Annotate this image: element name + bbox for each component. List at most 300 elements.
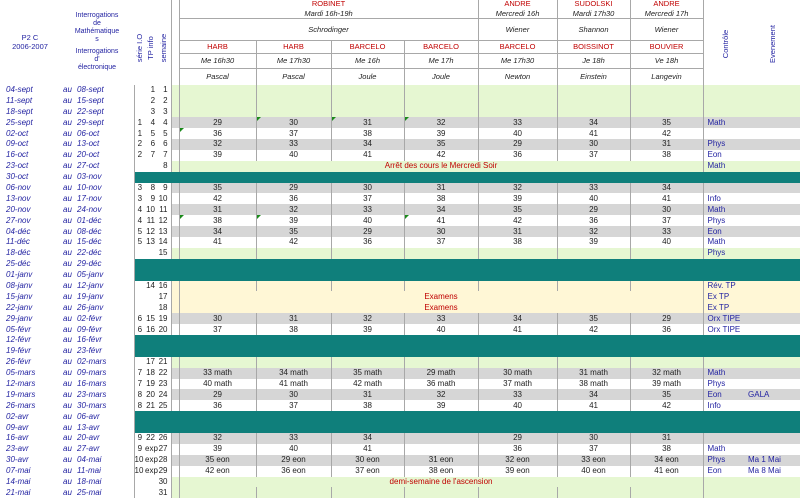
colle-cell: 37 bbox=[630, 215, 703, 226]
au-label: au bbox=[60, 411, 75, 422]
colle-cell: 40 bbox=[478, 400, 557, 411]
au-label: au bbox=[63, 161, 72, 171]
spacer bbox=[171, 117, 179, 128]
week-start-date: 18-sept bbox=[6, 106, 33, 116]
tp-info bbox=[145, 477, 158, 488]
week-start-date: 18-déc bbox=[6, 248, 31, 258]
group-andre-2-sub: Wiener bbox=[630, 19, 703, 41]
colle-cell bbox=[478, 85, 557, 96]
week-end-date: 20-oct bbox=[75, 150, 134, 161]
controle-cell: Rév. TP bbox=[703, 281, 745, 292]
table-row bbox=[0, 106, 800, 117]
au-label: au bbox=[63, 302, 72, 312]
teacher-room: Langevin bbox=[651, 72, 682, 81]
colle-cell: 42 eon bbox=[179, 466, 256, 477]
au-label: au bbox=[63, 193, 72, 203]
colle-cell bbox=[557, 106, 630, 117]
controle-cell: Info bbox=[703, 400, 745, 411]
colle-cell: 29 math bbox=[404, 368, 478, 379]
table-row bbox=[0, 291, 800, 302]
serie-io bbox=[134, 291, 145, 302]
controle-cell bbox=[703, 85, 745, 96]
table-row bbox=[0, 95, 800, 106]
colle-cell: 29 eon bbox=[256, 455, 331, 466]
colle-cell: 34 bbox=[630, 183, 703, 194]
colle-cell: 38 bbox=[630, 444, 703, 455]
colle-cell bbox=[630, 95, 703, 106]
tp-info bbox=[145, 302, 158, 313]
evenement-cell bbox=[745, 183, 800, 194]
serie-io bbox=[134, 95, 145, 106]
colle-cell: 34 bbox=[404, 204, 478, 215]
week-start-date: 09-oct bbox=[6, 139, 29, 149]
colle-cell: 39 bbox=[478, 193, 557, 204]
colle-cell bbox=[256, 281, 331, 292]
week-end-date: 08-sept bbox=[75, 85, 134, 96]
teacher-time: Me 17h bbox=[405, 54, 478, 69]
colle-cell: 38 bbox=[256, 324, 331, 335]
controle-cell: Phys bbox=[703, 248, 745, 259]
spacer bbox=[171, 150, 179, 161]
tp-info bbox=[145, 487, 158, 498]
week-start-date: 21-mai bbox=[6, 487, 31, 497]
colle-cell: 37 eon bbox=[331, 466, 404, 477]
week-start-date: 25-sept bbox=[6, 117, 33, 127]
teacher-time: Ve 18h bbox=[631, 54, 703, 69]
week-start-date: 02-oct bbox=[6, 128, 29, 138]
week-start-date: 07-mai bbox=[6, 466, 31, 476]
colle-cell: 41 bbox=[331, 444, 404, 455]
colle-cell bbox=[256, 357, 331, 368]
interrogations-header: Interrogations de Mathématique s Interrogations d' électronique bbox=[74, 12, 120, 72]
serie-io: 4 bbox=[137, 204, 143, 214]
colle-cell: 42 bbox=[630, 400, 703, 411]
au-label: au bbox=[63, 313, 72, 323]
spacer bbox=[171, 291, 179, 302]
teacher-4 bbox=[478, 41, 557, 85]
group-robinet: ROBINET Mardi 16h-19h bbox=[179, 0, 478, 19]
week-number: 15 bbox=[158, 248, 171, 259]
table-row bbox=[0, 117, 800, 128]
week-start-date: 19-mars bbox=[6, 389, 36, 399]
colle-cell: 34 bbox=[331, 139, 404, 150]
au-label: au bbox=[63, 280, 72, 290]
controle-cell: Math bbox=[703, 161, 745, 172]
week-end-date: 23-mars bbox=[75, 389, 134, 400]
colle-cell: 30 bbox=[630, 204, 703, 215]
tp-info: exp bbox=[145, 466, 158, 476]
week-number: 26 bbox=[158, 433, 171, 444]
tp-info-header: TP info bbox=[146, 36, 156, 60]
colle-cell: 35 bbox=[557, 313, 630, 324]
banner-text: Examens bbox=[179, 302, 703, 313]
week-end-date: 13-oct bbox=[75, 139, 134, 150]
table-row bbox=[0, 368, 800, 379]
spacer bbox=[171, 95, 179, 106]
colle-cell: 38 bbox=[404, 193, 478, 204]
evenement-cell bbox=[745, 226, 800, 237]
week-end-date: 27-avr bbox=[75, 444, 134, 455]
au-label: au bbox=[63, 477, 72, 486]
colle-cell: 35 math bbox=[331, 368, 404, 379]
colle-cell: 38 bbox=[331, 128, 404, 139]
colle-cell bbox=[179, 357, 256, 368]
controle-cell bbox=[703, 128, 745, 139]
colle-cell: 31 bbox=[478, 226, 557, 237]
table-row bbox=[0, 248, 800, 259]
colle-cell: 30 bbox=[331, 183, 404, 194]
au-label: au bbox=[63, 444, 72, 454]
week-end-date: 17-nov bbox=[75, 193, 134, 204]
colle-cell: 41 bbox=[478, 324, 557, 335]
week-end-date: 24-nov bbox=[75, 204, 134, 215]
teacher-0 bbox=[179, 41, 256, 85]
teacher-time: Me 17h30 bbox=[257, 54, 331, 69]
colle-cell bbox=[331, 487, 404, 498]
tp-info: 22 bbox=[146, 433, 156, 443]
table-row bbox=[0, 466, 800, 477]
week-end-date: 30-mars bbox=[75, 400, 134, 411]
colle-cell: 29 bbox=[331, 226, 404, 237]
controle-cell bbox=[703, 183, 745, 194]
spacer bbox=[171, 183, 179, 194]
colle-cell: 32 bbox=[557, 226, 630, 237]
table-row bbox=[0, 487, 800, 498]
week-end-date: 26-janv bbox=[75, 302, 134, 313]
colle-cell bbox=[557, 85, 630, 96]
week-number: 18 bbox=[158, 302, 171, 313]
colle-cell bbox=[630, 487, 703, 498]
spacer bbox=[171, 248, 179, 259]
colle-cell: 34 bbox=[478, 313, 557, 324]
week-end-date: 12-janv bbox=[75, 281, 134, 292]
tp-info: 2 bbox=[150, 95, 156, 105]
colle-cell: 40 bbox=[256, 444, 331, 455]
colle-cell: 31 bbox=[331, 117, 404, 128]
colle-cell: 42 bbox=[179, 193, 256, 204]
week-end-date: 05-janv bbox=[75, 270, 134, 281]
tp-info: 5 bbox=[150, 128, 156, 138]
colle-cell: 31 bbox=[179, 204, 256, 215]
evenement-cell bbox=[745, 193, 800, 204]
colle-cell bbox=[179, 281, 256, 292]
week-end-date: 25-mai bbox=[75, 487, 134, 498]
table-row bbox=[0, 444, 800, 455]
spacer bbox=[171, 400, 179, 411]
week-end-date: 19-janv bbox=[75, 291, 134, 302]
controle-cell: Ex TP bbox=[703, 302, 745, 313]
week-number: 27 bbox=[158, 444, 171, 455]
evenement-cell bbox=[745, 150, 800, 161]
colle-cell: 39 bbox=[179, 444, 256, 455]
tp-info: exp bbox=[145, 455, 158, 465]
colle-cell: 38 eon bbox=[404, 466, 478, 477]
controle-cell: Math bbox=[703, 117, 745, 128]
colle-cell: 30 bbox=[557, 433, 630, 444]
au-label: au bbox=[63, 84, 72, 94]
au-label: au bbox=[63, 237, 72, 247]
teacher-6 bbox=[630, 41, 703, 85]
au-label: au bbox=[60, 335, 75, 346]
colle-cell: 34 bbox=[557, 389, 630, 400]
week-end-date: 13-avr bbox=[75, 422, 134, 433]
colle-cell: 30 bbox=[256, 117, 331, 128]
au-label: au bbox=[63, 357, 72, 367]
tp-info: 17 bbox=[146, 357, 156, 367]
week-start-date: 06-nov bbox=[6, 182, 31, 192]
spacer bbox=[171, 226, 179, 237]
serie-io: 1 bbox=[137, 117, 143, 127]
colle-cell: 30 bbox=[256, 389, 331, 400]
week-start-date: 05-mars bbox=[6, 368, 36, 378]
colle-cell: 29 bbox=[478, 433, 557, 444]
evenement-cell bbox=[745, 368, 800, 379]
week-number: 10 bbox=[158, 193, 171, 204]
week-end-date: 09-mars bbox=[75, 368, 134, 379]
au-label: au bbox=[63, 204, 72, 214]
evenement-cell: Ma 8 Mai bbox=[745, 466, 800, 477]
colle-cell: 39 eon bbox=[478, 466, 557, 477]
colle-cell: 36 math bbox=[404, 379, 478, 390]
colle-cell: 39 bbox=[256, 215, 331, 226]
serie-io: 9 bbox=[137, 433, 143, 443]
colle-cell: 34 bbox=[331, 433, 404, 444]
colle-cell bbox=[331, 248, 404, 259]
week-start-date: 30-oct bbox=[0, 172, 60, 183]
spacer bbox=[171, 106, 179, 117]
evenement-cell bbox=[745, 379, 800, 390]
colle-cell: 33 bbox=[478, 389, 557, 400]
serie-io: 2 bbox=[137, 139, 143, 149]
colle-cell: 37 math bbox=[478, 379, 557, 390]
evenement-cell bbox=[745, 161, 800, 172]
au-label: au bbox=[63, 324, 72, 334]
colle-cell bbox=[404, 85, 478, 96]
serie-io: 7 bbox=[137, 378, 143, 388]
controle-cell: Phys bbox=[703, 215, 745, 226]
serie-io bbox=[134, 487, 145, 498]
week-start-date: 25-déc bbox=[0, 259, 60, 270]
class-name: P2 C bbox=[21, 33, 39, 43]
colle-cell: 40 bbox=[404, 324, 478, 335]
table-row bbox=[0, 161, 800, 172]
banner-text: demi-semaine de l'ascension bbox=[179, 477, 703, 488]
colle-cell bbox=[179, 85, 256, 96]
colle-cell: 37 bbox=[557, 150, 630, 161]
week-end-date: 01-déc bbox=[75, 215, 134, 226]
colle-cell: 35 bbox=[404, 139, 478, 150]
colle-cell: 41 eon bbox=[630, 466, 703, 477]
tp-info: exp bbox=[145, 444, 158, 454]
serie-io: 6 bbox=[137, 313, 143, 323]
au-label: au bbox=[63, 487, 72, 497]
colle-cell: 37 bbox=[331, 193, 404, 204]
controle-cell: Orx TIPE bbox=[703, 313, 745, 324]
teacher-room: Pascal bbox=[282, 72, 305, 81]
week-start-date: 26-févr bbox=[6, 357, 31, 367]
table-row bbox=[0, 357, 800, 368]
colle-cell: 41 math bbox=[256, 379, 331, 390]
colle-cell: 37 bbox=[179, 324, 256, 335]
colle-cell: 41 bbox=[331, 150, 404, 161]
group-sudolski: SUDOLSKI Mardi 17h30 bbox=[557, 0, 630, 19]
week-number: 5 bbox=[158, 128, 171, 139]
week-end-date: 27-oct bbox=[75, 161, 134, 172]
evenement-cell bbox=[745, 248, 800, 259]
week-start-date: 01-janv bbox=[0, 270, 60, 281]
au-label: au bbox=[63, 291, 72, 301]
colle-cell bbox=[478, 248, 557, 259]
table-row bbox=[0, 172, 800, 183]
controle-cell: Ex TP bbox=[703, 291, 745, 302]
au-label: au bbox=[63, 400, 72, 410]
table-row bbox=[0, 270, 800, 281]
week-end-date: 11-mai bbox=[75, 466, 134, 477]
teacher-2 bbox=[331, 41, 404, 85]
au-label: au bbox=[60, 259, 75, 270]
serie-io bbox=[134, 248, 145, 259]
spacer bbox=[171, 487, 179, 498]
week-number: 4 bbox=[158, 117, 171, 128]
week-number: 6 bbox=[158, 139, 171, 150]
controle-cell bbox=[703, 106, 745, 117]
evenement-cell bbox=[745, 313, 800, 324]
week-end-date: 03-nov bbox=[75, 172, 134, 183]
week-number: 3 bbox=[158, 106, 171, 117]
evenement-cell bbox=[745, 128, 800, 139]
teacher-1 bbox=[256, 41, 331, 85]
table-row bbox=[0, 455, 800, 466]
colle-cell bbox=[557, 248, 630, 259]
group-andre-1: ANDRE Mercredi 16h bbox=[478, 0, 557, 19]
au-label: au bbox=[63, 455, 72, 465]
week-start-date: 20-nov bbox=[6, 204, 31, 214]
tp-info: 1 bbox=[150, 84, 156, 94]
table-row bbox=[0, 281, 800, 292]
colle-cell: 37 bbox=[557, 444, 630, 455]
spacer bbox=[171, 237, 179, 248]
evenement-cell bbox=[745, 215, 800, 226]
serie-io: 3 bbox=[137, 193, 143, 203]
colle-cell: 40 eon bbox=[557, 466, 630, 477]
teacher-name: BOISSINOT bbox=[558, 41, 630, 54]
evenement-cell bbox=[745, 117, 800, 128]
controle-cell bbox=[703, 487, 745, 498]
teacher-name: BOUVIER bbox=[631, 41, 703, 54]
week-number: 9 bbox=[158, 183, 171, 194]
teacher-name: HARB bbox=[257, 41, 331, 54]
colle-cell bbox=[630, 357, 703, 368]
colle-cell: 35 bbox=[630, 389, 703, 400]
colle-cell: 36 bbox=[331, 237, 404, 248]
serie-io: 1 bbox=[137, 128, 143, 138]
week-number: 29 bbox=[158, 466, 171, 477]
controle-cell: Info bbox=[703, 193, 745, 204]
spacer bbox=[171, 368, 179, 379]
week-end-date: 02-mars bbox=[75, 357, 134, 368]
week-end-date: 09-févr bbox=[75, 324, 134, 335]
colle-cell bbox=[478, 487, 557, 498]
week-start-date: 08-janv bbox=[6, 280, 33, 290]
colle-cell bbox=[331, 281, 404, 292]
serie-io: 5 bbox=[137, 237, 143, 247]
table-row bbox=[0, 226, 800, 237]
table-row bbox=[0, 324, 800, 335]
holiday-band bbox=[134, 346, 800, 357]
spacer bbox=[171, 477, 179, 488]
colle-cell: 31 math bbox=[557, 368, 630, 379]
spacer bbox=[171, 357, 179, 368]
teacher-time: Me 17h30 bbox=[479, 54, 557, 69]
week-end-date: 08-déc bbox=[75, 226, 134, 237]
colle-cell bbox=[478, 357, 557, 368]
colle-cell: 36 bbox=[179, 400, 256, 411]
controle-cell: Eon bbox=[703, 466, 745, 477]
colle-cell: 37 bbox=[256, 400, 331, 411]
colle-cell: 29 bbox=[256, 183, 331, 194]
tp-info: 6 bbox=[150, 139, 156, 149]
colle-cell: 40 bbox=[256, 150, 331, 161]
colle-cell: 30 eon bbox=[331, 455, 404, 466]
au-label: au bbox=[63, 139, 72, 149]
spacer bbox=[171, 193, 179, 204]
serie-io bbox=[134, 281, 145, 292]
colle-cell: 29 bbox=[478, 139, 557, 150]
colle-cell bbox=[404, 357, 478, 368]
colle-cell bbox=[404, 281, 478, 292]
week-number: 22 bbox=[158, 368, 171, 379]
holiday-band bbox=[134, 335, 800, 346]
evenement-cell bbox=[745, 477, 800, 488]
week-end-date: 20-avr bbox=[75, 433, 134, 444]
colle-cell: 32 bbox=[404, 117, 478, 128]
serie-io bbox=[134, 161, 145, 172]
colle-cell: 36 bbox=[256, 193, 331, 204]
week-end-date: 15-sept bbox=[75, 95, 134, 106]
serie-io: 8 bbox=[137, 389, 143, 399]
week-end-date: 04-mai bbox=[75, 455, 134, 466]
colle-cell: 36 bbox=[179, 128, 256, 139]
spacer bbox=[171, 85, 179, 96]
table-row bbox=[0, 139, 800, 150]
colle-cell bbox=[179, 95, 256, 106]
controle-cell: Math bbox=[703, 444, 745, 455]
table-row bbox=[0, 150, 800, 161]
controle-cell: Eon bbox=[703, 226, 745, 237]
evenement-cell bbox=[745, 85, 800, 96]
week-end-date: 06-avr bbox=[75, 411, 134, 422]
colle-cell: 39 bbox=[179, 150, 256, 161]
table-row bbox=[0, 422, 800, 433]
colle-cell bbox=[630, 281, 703, 292]
week-number: 30 bbox=[158, 477, 171, 488]
evenement-cell bbox=[745, 139, 800, 150]
spacer bbox=[171, 466, 179, 477]
evenement-cell bbox=[745, 291, 800, 302]
colle-cell bbox=[478, 95, 557, 106]
serie-io bbox=[134, 85, 145, 96]
colle-cell: 31 bbox=[256, 313, 331, 324]
colle-cell bbox=[331, 95, 404, 106]
teacher-time: Me 16h30 bbox=[180, 54, 256, 69]
colle-cell: 42 bbox=[404, 150, 478, 161]
holiday-band bbox=[134, 259, 800, 270]
colle-cell bbox=[404, 106, 478, 117]
week-number: 16 bbox=[158, 281, 171, 292]
controle-cell bbox=[703, 433, 745, 444]
colle-cell bbox=[478, 281, 557, 292]
colle-cell bbox=[404, 248, 478, 259]
